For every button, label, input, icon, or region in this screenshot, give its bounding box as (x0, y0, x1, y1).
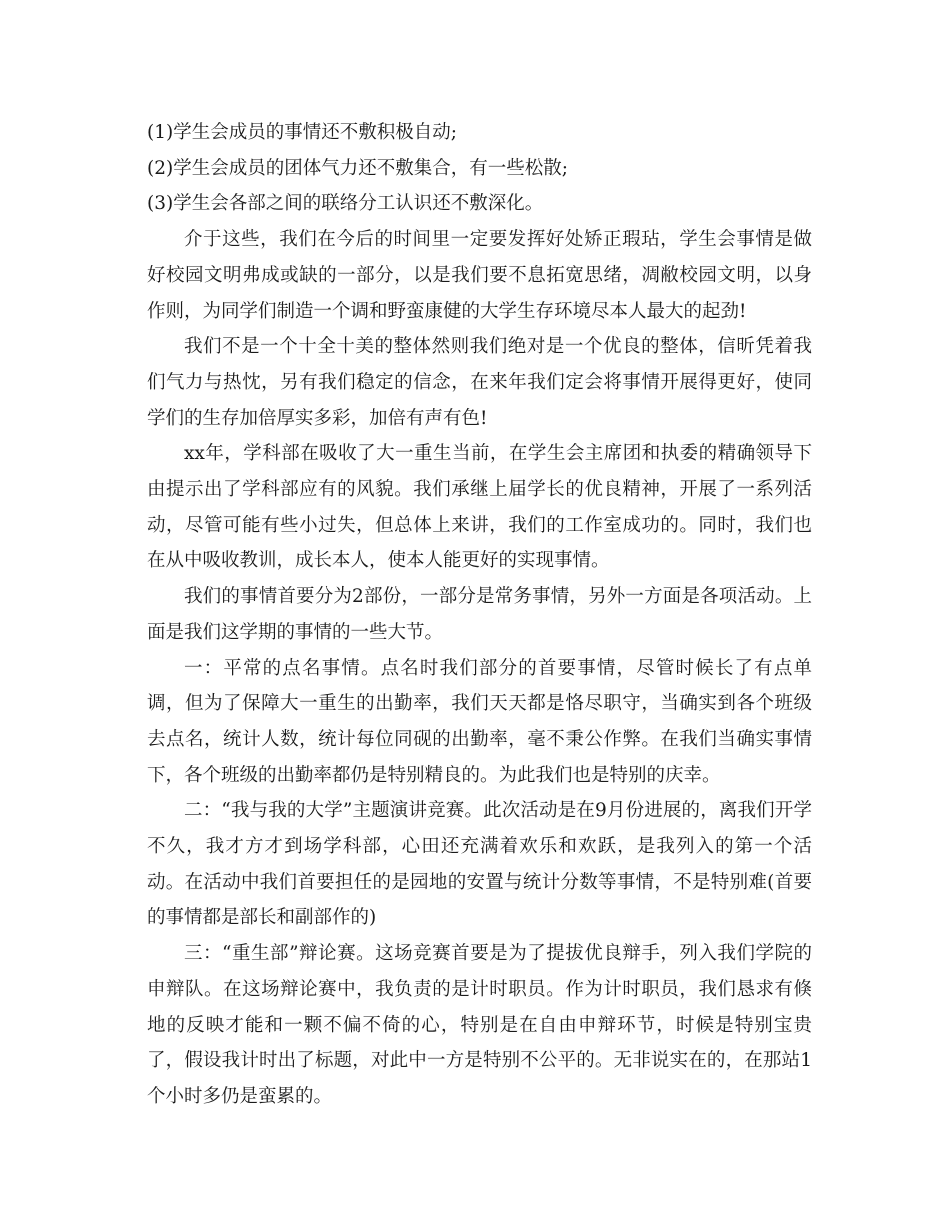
paragraph-2: (2)学生会成员的团体气力还不敷集合，有一些松散; (147, 157, 568, 179)
paragraph-1: (1)学生会成员的事情还不敷积极自动; (147, 122, 457, 143)
paragraph-5: 我们不是一个十全十美的整体然则我们绝对是一个优良的整体，信昕凭着我们气力与热忱，另有我们稳定的信念，在来年我们定会将事情开展得更好，使同学们的生存加倍厚实多彩，加倍有声有色! (147, 336, 812, 429)
paragraph-10: 三：“重生部”辩论赛。这场竞赛首要是为了提拔优良辩手，列入我们学院的申辩队。在这场辩论赛中，我负责的是计时职员。作为计时职员，我们恳求有倏地的反映才能和一颗不偏不倚的心，特别是在自由申辩环节，时候是特别宝贵了，假设我计时出了标题，对此中一方是特别不公平的。无非说实在的，在那站1个小时多仍是蛮累的。 (147, 943, 812, 1107)
paragraph-3: (3)学生会各部之间的联络分工认识还不敷深化。 (147, 193, 544, 215)
paragraph-7: 我们的事情首要分为2部份，一部分是常务事情，另外一方面是各项活动。上面是我们这学期的事情的一些大节。 (147, 586, 812, 643)
paragraph-9: 二：“我与我的大学”主题演讲竞赛。此次活动是在9月份进展的，离我们开学不久，我才方才到场学科部，心田还充满着欢乐和欢跃，是我列入的第一个活动。在活动中我们首要担任的是园地的安置与统计分数等事情，不是特别难(首要的事情都是部长和副部作的) (147, 800, 812, 929)
paragraph-4: 介于这些，我们在今后的时间里一定要发挥好处矫正瑕玷，学生会事情是做好校园文明弗成或缺的一部分，以是我们要不息拓宽思绪，凋敝校园文明，以身作则，为同学们制造一个调和野蛮康健的大学生存环境尽本人最大的起劲! (147, 229, 812, 322)
paragraph-8: 一：平常的点名事情。点名时我们部分的首要事情，尽管时候长了有点单调，但为了保障大一重生的出勤率，我们天天都是恪尽职守，当确实到各个班级去点名，统计人数，统计每位同砚的出勤率，毫不秉公作弊。在我们当确实事情下，各个班级的出勤率都仍是特别精良的。为此我们也是特别的庆幸。 (147, 657, 812, 786)
document-body (147, 115, 812, 1115)
paragraph-6: xx年，学科部在吸收了大一重生当前，在学生会主席团和执委的精确领导下由提示出了学科部应有的风貌。我们承继上届学长的优良精神，开展了一系列活动，尽管可能有些小过失，但总体上来讲，我们的工作室成功的。同时，我们也在从中吸收教训，成长本人，使本人能更好的实现事情。 (147, 443, 812, 572)
